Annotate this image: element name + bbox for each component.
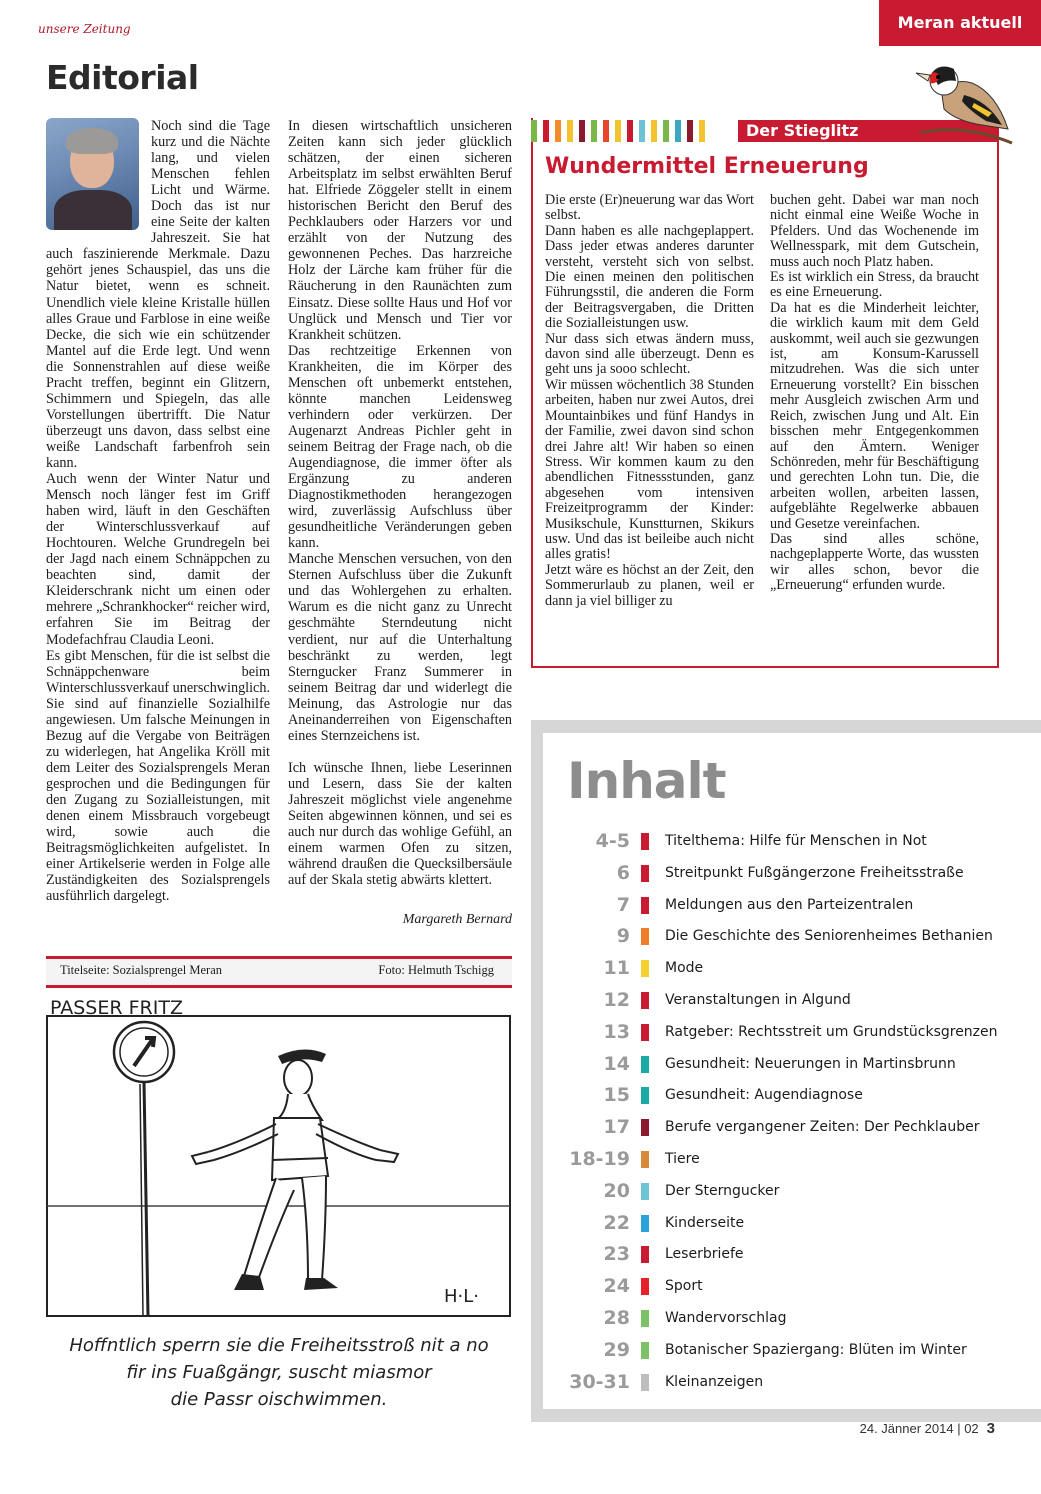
color-stripe: [651, 120, 657, 142]
toc-page-number: 13: [603, 1020, 630, 1043]
brand-logo: unsere Zeitung: [38, 22, 131, 36]
toc-page-number: 28: [603, 1306, 630, 1329]
color-stripe: [615, 120, 621, 142]
editorial-paragraph: In diesen wirtschaftlich unsicheren Zeiten kann sich jeder glücklich schätzen, der einen sicheren Arbeitsplatz im selbst erwählten Beruf hat. Elfriede Zöggeler stellt in einem historischen Bericht den Beruf des Pechklaubers oder Harzers vor und erzählt von der Nutzung des gewonnenen Peches. Das harzreiche Holz der Lärche kam früher für die Räucherung in den Raunächten zum Einsatz. Diese sollte Haus und Hof vor Unglück und Mensch und Tier vor Krankheit schützen.: [288, 118, 512, 343]
cartoon-caption: [46, 1332, 512, 1413]
color-stripe: [663, 120, 669, 142]
toc-color-marker: [641, 1342, 649, 1359]
toc-item-label: Botanischer Spaziergang: Blüten im Winter: [665, 1341, 967, 1358]
toc-item[interactable]: [555, 1210, 1025, 1242]
cartoon-title: PASSER FRITZ: [50, 997, 183, 1019]
toc-color-marker: [641, 1278, 649, 1295]
toc-page-number: 29: [603, 1338, 630, 1361]
color-stripe: [687, 120, 693, 142]
cartoon-initials: H·L·: [444, 1286, 480, 1307]
toc-item[interactable]: [555, 1369, 1025, 1401]
toc-item[interactable]: [555, 1114, 1025, 1146]
toc-item[interactable]: [555, 892, 1025, 924]
toc-color-marker: [641, 1151, 649, 1168]
toc-page-number: 30-31: [569, 1370, 630, 1393]
toc-color-marker: [641, 1374, 649, 1391]
toc-color-marker: [641, 1024, 649, 1041]
toc-item[interactable]: [555, 1051, 1025, 1083]
editorial-signature: Margareth Bernard: [402, 911, 512, 927]
table-of-contents: [555, 828, 1025, 1400]
color-stripe: [675, 120, 681, 142]
toc-item[interactable]: [555, 1082, 1025, 1114]
color-stripe: [627, 120, 633, 142]
toc-item[interactable]: [555, 955, 1025, 987]
editorial-paragraph: Ich wünsche Ihnen, liebe Leserinnen und Lesern, dass Sie der kalten Jahreszeit möglichst viele angenehme Seiten abgewinnen können, und sei es auch nur durch das wohlige Gefühl, an einem warmen Ofen zu sitzen, während draußen die Quecksilbersäule auf der Skala stetig abwärts klettert.: [288, 759, 512, 889]
cartoon-caption-line: fir ins Fuaßgängr, suscht miasmor: [126, 1362, 432, 1383]
editorial-paragraph: Auch wenn der Winter Natur und Mensch noch länger fest im Griff haben wird, läuft in den Geschäften der Winterschlussverkauf auf Hochtouren. Welche Grundregeln bei der Jagd nach einem Schnäppchen zu beachten sind, damit der Kleiderschrank nicht um einen oder mehrere „Schrankhocker“ reicher wird, erfahren Sie im Beitrag der Modefachfrau Claudia Leoni.: [46, 471, 270, 648]
toc-item[interactable]: [555, 1305, 1025, 1337]
toc-page-number: 24: [603, 1275, 630, 1298]
toc-item-label: Die Geschichte des Seniorenheimes Bethanien: [665, 928, 993, 945]
toc-item[interactable]: [555, 987, 1025, 1019]
toc-item[interactable]: [555, 1146, 1025, 1178]
editorial-paragraph: Manche Menschen versuchen, von den Sternen Aufschluss über die Zukunft und das Wohlergehen zu erhalten. Warum es die nicht ganz zu Unrecht geschmähte Sterndeutung nicht verdient, nur auf die Unterhaltung beschränkt zu werden, legt Sterngucker Franz Summerer in seinem Beitrag dar und widerlegt die Meinung, das Astrologie nur das Aneinanderreihen von Eigenschaften eines Sternzeichens ist.: [288, 551, 512, 744]
toc-item-label: Mode: [665, 960, 704, 977]
toc-color-marker: [641, 1246, 649, 1263]
stieglitz-paragraph: Das sind alles schöne, nachgeplapperte Worte, das wussten wir alles schon, bevor die „Erneuerung“ erfunden wurde.: [770, 530, 979, 594]
toc-item-label: Titelthema: Hilfe für Menschen in Not: [665, 833, 927, 849]
stieglitz-paragraph: Jetzt wäre es höchst an der Zeit, den Sommerurlaub zu planen, weil er dann ja viel billiger zu: [545, 561, 754, 609]
color-stripe: [555, 120, 561, 142]
toc-color-marker: [641, 1119, 649, 1136]
editorial-column-1: [46, 118, 270, 938]
toc-item-label: Gesundheit: Augendiagnose: [665, 1087, 863, 1104]
toc-page-number: 17: [603, 1116, 630, 1139]
toc-color-marker: [641, 1215, 649, 1232]
toc-color-marker: [641, 1183, 649, 1200]
toc-item[interactable]: [555, 1178, 1025, 1210]
toc-item[interactable]: [555, 1241, 1025, 1273]
toc-item-label: Berufe vergangener Zeiten: Der Pechklauber: [665, 1119, 980, 1136]
toc-item-label: Kinderseite: [665, 1214, 745, 1231]
color-stripe: [567, 120, 573, 142]
toc-page-number: 18-19: [569, 1147, 630, 1170]
color-stripe: [531, 120, 537, 142]
toc-page-number: 7: [616, 893, 630, 916]
toc-color-marker: [641, 1310, 649, 1327]
color-stripe: [639, 120, 645, 142]
color-stripes: [531, 120, 711, 142]
page-number: 3: [986, 1420, 995, 1437]
toc-item-label: Kleinanzeigen: [665, 1373, 764, 1390]
cartoon-drawing: [46, 994, 512, 1320]
toc-page-number: 20: [603, 1179, 630, 1202]
toc-item-label: Streitpunkt Fußgängerzone Freiheitsstraße: [665, 864, 964, 881]
stieglitz-paragraph: Wir müssen wöchentlich 38 Stunden arbeiten, haben nur zwei Autos, drei Mountainbikes und fünf Handys in der Familie, zwei davon sind schon drei Jahre alt! Wir haben so einen Stress. Wir kommen kaum zu den abendlichen Fitnessstunden, ganz abgesehen vom intensiven Freizeitprogramm der Kinder: Musikschule, Kunstturnen, Skikurs usw. Und das ist beileibe auch nicht alles gratis!: [545, 376, 754, 563]
toc-item-label: Sport: [665, 1278, 703, 1295]
color-stripe: [579, 120, 585, 142]
stieglitz-label: Der Stieglitz: [738, 120, 997, 142]
cartoon-caption-line: die Passr oischwimmen.: [170, 1389, 388, 1410]
toc-page-number: 9: [616, 925, 630, 948]
toc-color-marker: [641, 992, 649, 1009]
page-title: Editorial: [46, 58, 199, 97]
toc-color-marker: [641, 865, 649, 882]
toc-page-number: 12: [603, 988, 630, 1011]
toc-page-number: 6: [616, 861, 630, 884]
toc-item-label: Ratgeber: Rechtsstreit um Grundstücksgrenzen: [665, 1023, 998, 1040]
editorial-paragraph: Es gibt Menschen, für die ist selbst die Schnäppchenware beim Winterschlussverkauf unerschwinglich. Sie sind auf finanzielle Sozialhilfe angewiesen. Um falsche Meinungen in Bezug auf die Vergabe von Beiträgen zu widerlegen, hat Angelika Kröll mit dem Leiter des Sozialsprengels Meran gesprochen und die Bedingungen für den Zugang zu Sozialleistungen, mit denen einem Missbrauch vorgebeugt wird, sowie auch die Beitragsmöglichkeiten aufgelistet. In einer Artikelserie werden in Folge alle Zuständigkeiten des Sozialsprengels ausführlich dargelegt.: [46, 647, 270, 905]
toc-item[interactable]: [555, 1019, 1025, 1051]
toc-color-marker: [641, 1087, 649, 1104]
stieglitz-paragraph: Da hat es die Minderheit leichter, die wirklich kaum mit dem Geld auskommt, weil auch sie gezwungen ist, am Konsum-Karussell mitzudrehen. Was die sich unter Erneuerung vorstellt? Ein bisschen mehr Ausgleich zwischen Arm und Reich, zwischen Jung und Alt. Ein bisschen mehr Entgegenkommen auf den Ämtern. Weniger Schönreden, mehr für Beschäftigung und gerechten Lohn tun. Die, die arbeiten wollen, arbeiten lassen, aufgeblähte Regelwerke abbauen und Gesetze vereinfachen.: [770, 299, 979, 532]
toc-item[interactable]: [555, 1337, 1025, 1369]
inhalt-title: Inhalt: [567, 752, 726, 810]
toc-color-marker: [641, 897, 649, 914]
editorial-column-2: [288, 118, 512, 938]
toc-item[interactable]: [555, 923, 1025, 955]
toc-item-label: Der Sterngucker: [665, 1182, 780, 1199]
toc-color-marker: [641, 960, 649, 977]
color-stripe: [591, 120, 597, 142]
toc-page-number: 22: [603, 1211, 630, 1234]
stieglitz-title: Wundermittel Erneuerung: [545, 154, 869, 179]
toc-item-label: Veranstaltungen in Algund: [665, 991, 851, 1008]
toc-color-marker: [641, 928, 649, 945]
color-stripe: [699, 120, 705, 142]
color-stripe: [603, 120, 609, 142]
toc-item-label: Gesundheit: Neuerungen in Martinsbrunn: [665, 1055, 956, 1072]
color-stripe: [543, 120, 549, 142]
stieglitz-paragraph: Nur dass sich etwas ändern muss, davon sind alle überzeugt. Denn es geht uns ja sooo schlecht.: [545, 330, 754, 378]
stieglitz-column-2: [770, 193, 979, 663]
toc-item-label: Wandervorschlag: [665, 1309, 787, 1326]
toc-item[interactable]: [555, 828, 1025, 860]
toc-item-label: Tiere: [665, 1150, 700, 1167]
section-tab: Meran aktuell: [879, 0, 1041, 46]
toc-item[interactable]: [555, 860, 1025, 892]
toc-color-marker: [641, 1056, 649, 1073]
stieglitz-paragraph: Es ist wirklich ein Stress, da braucht es eine Erneuerung.: [770, 269, 979, 301]
toc-page-number: 4-5: [595, 830, 630, 852]
toc-page-number: 15: [603, 1084, 630, 1107]
page-footer: [860, 1420, 995, 1437]
stieglitz-paragraph: buchen geht. Dabei war man noch nicht einmal eine Weiße Woche in Pfelders. Und das Wochenende im Wellnesspark, mit dem Gutschein, muss auch noch Platz haben.: [770, 193, 979, 270]
editorial-paragraph: Noch sind die Tage kurz und die Nächte lang, und vielen Menschen fehlen Licht und Wärme. Doch das ist nur eine Seite der kalten Jahreszeit. Sie hat auch faszinierende Merkmale. Dazu gehört jenes Schauspiel, das uns die Natur bietet, wenn es schneit. Unendlich viele kleine Kristalle hüllen alles Graue und Farblose in eine weiße Decke, die sich wie ein schützender Mantel auf die Erde legt. Und wenn die Sonnenstrahlen auf diese weiße Pracht treffen, beginnt ein Glitzern, Schimmern und Spiegeln, das alle Vorstellungen übertrifft. Die Natur überzeugt uns davon, dass selbst eine weiße Landschaft farbenfroh sein kann.: [46, 118, 270, 471]
stieglitz-paragraph: Dann haben es alle nachgeplappert. Dass jeder etwas anderes darunter versteht, versteht sich von selbst. Die einen meinen den politischen Führungsstil, die anderen die Form der Beitragsvergaben, die Dritten die Sozialleistungen usw.: [545, 222, 754, 332]
toc-page-number: 23: [603, 1243, 630, 1266]
toc-item-label: Meldungen aus den Parteizentralen: [665, 896, 914, 913]
toc-page-number: 14: [603, 1052, 630, 1075]
toc-color-marker: [641, 833, 649, 850]
stieglitz-column-1: [545, 193, 754, 663]
issue-date: 24. Jänner 2014 | 02: [859, 1421, 979, 1436]
goldfinch-icon: [912, 55, 1017, 147]
toc-item[interactable]: [555, 1273, 1025, 1305]
toc-item-label: Leserbriefe: [665, 1246, 744, 1263]
stieglitz-paragraph: Die erste (Er)neuerung war das Wort selbst.: [545, 193, 754, 224]
cover-caption-photo-credit: Foto: Helmuth Tschigg: [378, 963, 494, 977]
toc-page-number: 11: [603, 957, 630, 980]
cartoon-caption-line: Hoffntlich sperrn sie die Freiheitsstroß nit a no: [69, 1335, 489, 1356]
cover-caption: [46, 956, 512, 988]
author-portrait: [46, 118, 139, 230]
cover-caption-title: Titelseite: Sozialsprengel Meran: [60, 963, 223, 977]
editorial-paragraph: Das rechtzeitige Erkennen von Krankheiten, die im Körper des Menschen oft unbemerkt entstehen, könnte manchen Leidensweg verhindern oder verkürzen. Der Augenarzt Andreas Pichler geht in seinem Beitrag der Frage nach, ob die Augendiagnose, die immer öfter als Ergänzung zu anderen Diagnostikmethoden herangezogen wird, zuverlässig Aufschluss über gesundheitliche Veränderungen geben kann.: [288, 342, 512, 552]
